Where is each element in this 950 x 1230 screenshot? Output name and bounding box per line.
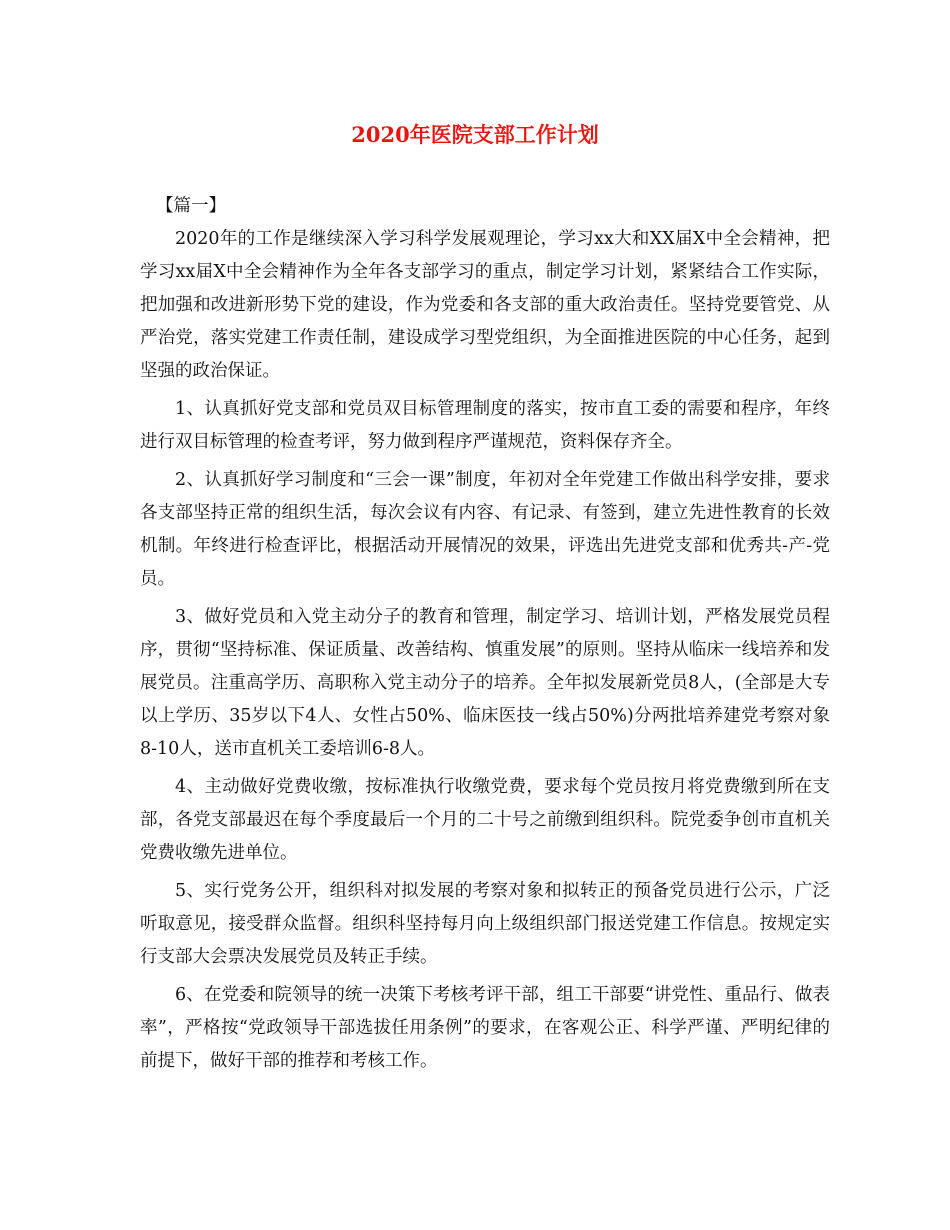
item-paragraph-6: 6、在党委和院领导的统一决策下考核考评干部，组工干部要“讲党性、重品行、做表率”，严格按“党政领导干部选拔任用条例”的要求，在客观公正、科学严谨、严明纪律的前提下，做好干部的推荐和考核工作。 <box>140 985 830 1071</box>
document-title: 2020年医院支部工作计划 <box>351 122 599 147</box>
intro-paragraph: 2020年的工作是继续深入学习科学发展观理论，学习xx大和XX届X中全会精神，把学习xx届X中全会精神作为全年各支部学习的重点，制定学习计划，紧紧结合工作实际，把加强和改进新形势下党的建设，作为党委和各支部的重大政治责任。坚持党要管党、从严治党，落实党建工作责任制，建设成学习型党组织，为全面推进医院的中心任务，起到坚强的政治保证。 <box>140 229 830 381</box>
section-label: 【篇一】 <box>156 196 226 216</box>
document-body <box>140 190 830 1083</box>
item-paragraph-1: 1、认真抓好党支部和党员双目标管理制度的落实，按市直工委的需要和程序，年终进行双目标管理的检查考评，努力做到程序严谨规范，资料保存齐全。 <box>140 399 830 452</box>
item-paragraph-2: 2、认真抓好学习制度和“三会一课”制度，年初对全年党建工作做出科学安排，要求各支部坚持正常的组织生活，每次会议有内容、有记录、有签到，建立先进性教育的长效机制。年终进行检查评比，根据活动开展情况的效果，评选出先进党支部和优秀共-产-党员。 <box>140 470 830 589</box>
item-paragraph-3: 3、做好党员和入党主动分子的教育和管理，制定学习、培训计划，严格发展党员程序，贯彻“坚持标准、保证质量、改善结构、慎重发展”的原则。坚持从临床一线培养和发展党员。注重高学历、高职称入党主动分子的培养。全年拟发展新党员8人，(全部是大专以上学历、35岁以下4人、女性占50%、临床医技一线占50%)分两批培养建党考察对象8-10人，送市直机关工委培训6-8人。 <box>140 607 830 759</box>
item-paragraph-5: 5、实行党务公开，组织科对拟发展的考察对象和拟转正的预备党员进行公示，广泛听取意见，接受群众监督。组织科坚持每月向上级组织部门报送党建工作信息。按规定实行支部大会票决发展党员及转正手续。 <box>140 881 830 967</box>
item-paragraph-4: 4、主动做好党费收缴，按标准执行收缴党费，要求每个党员按月将党费缴到所在支部，各党支部最迟在每个季度最后一个月的二十号之前缴到组织科。院党委争创市直机关党费收缴先进单位。 <box>140 777 830 863</box>
